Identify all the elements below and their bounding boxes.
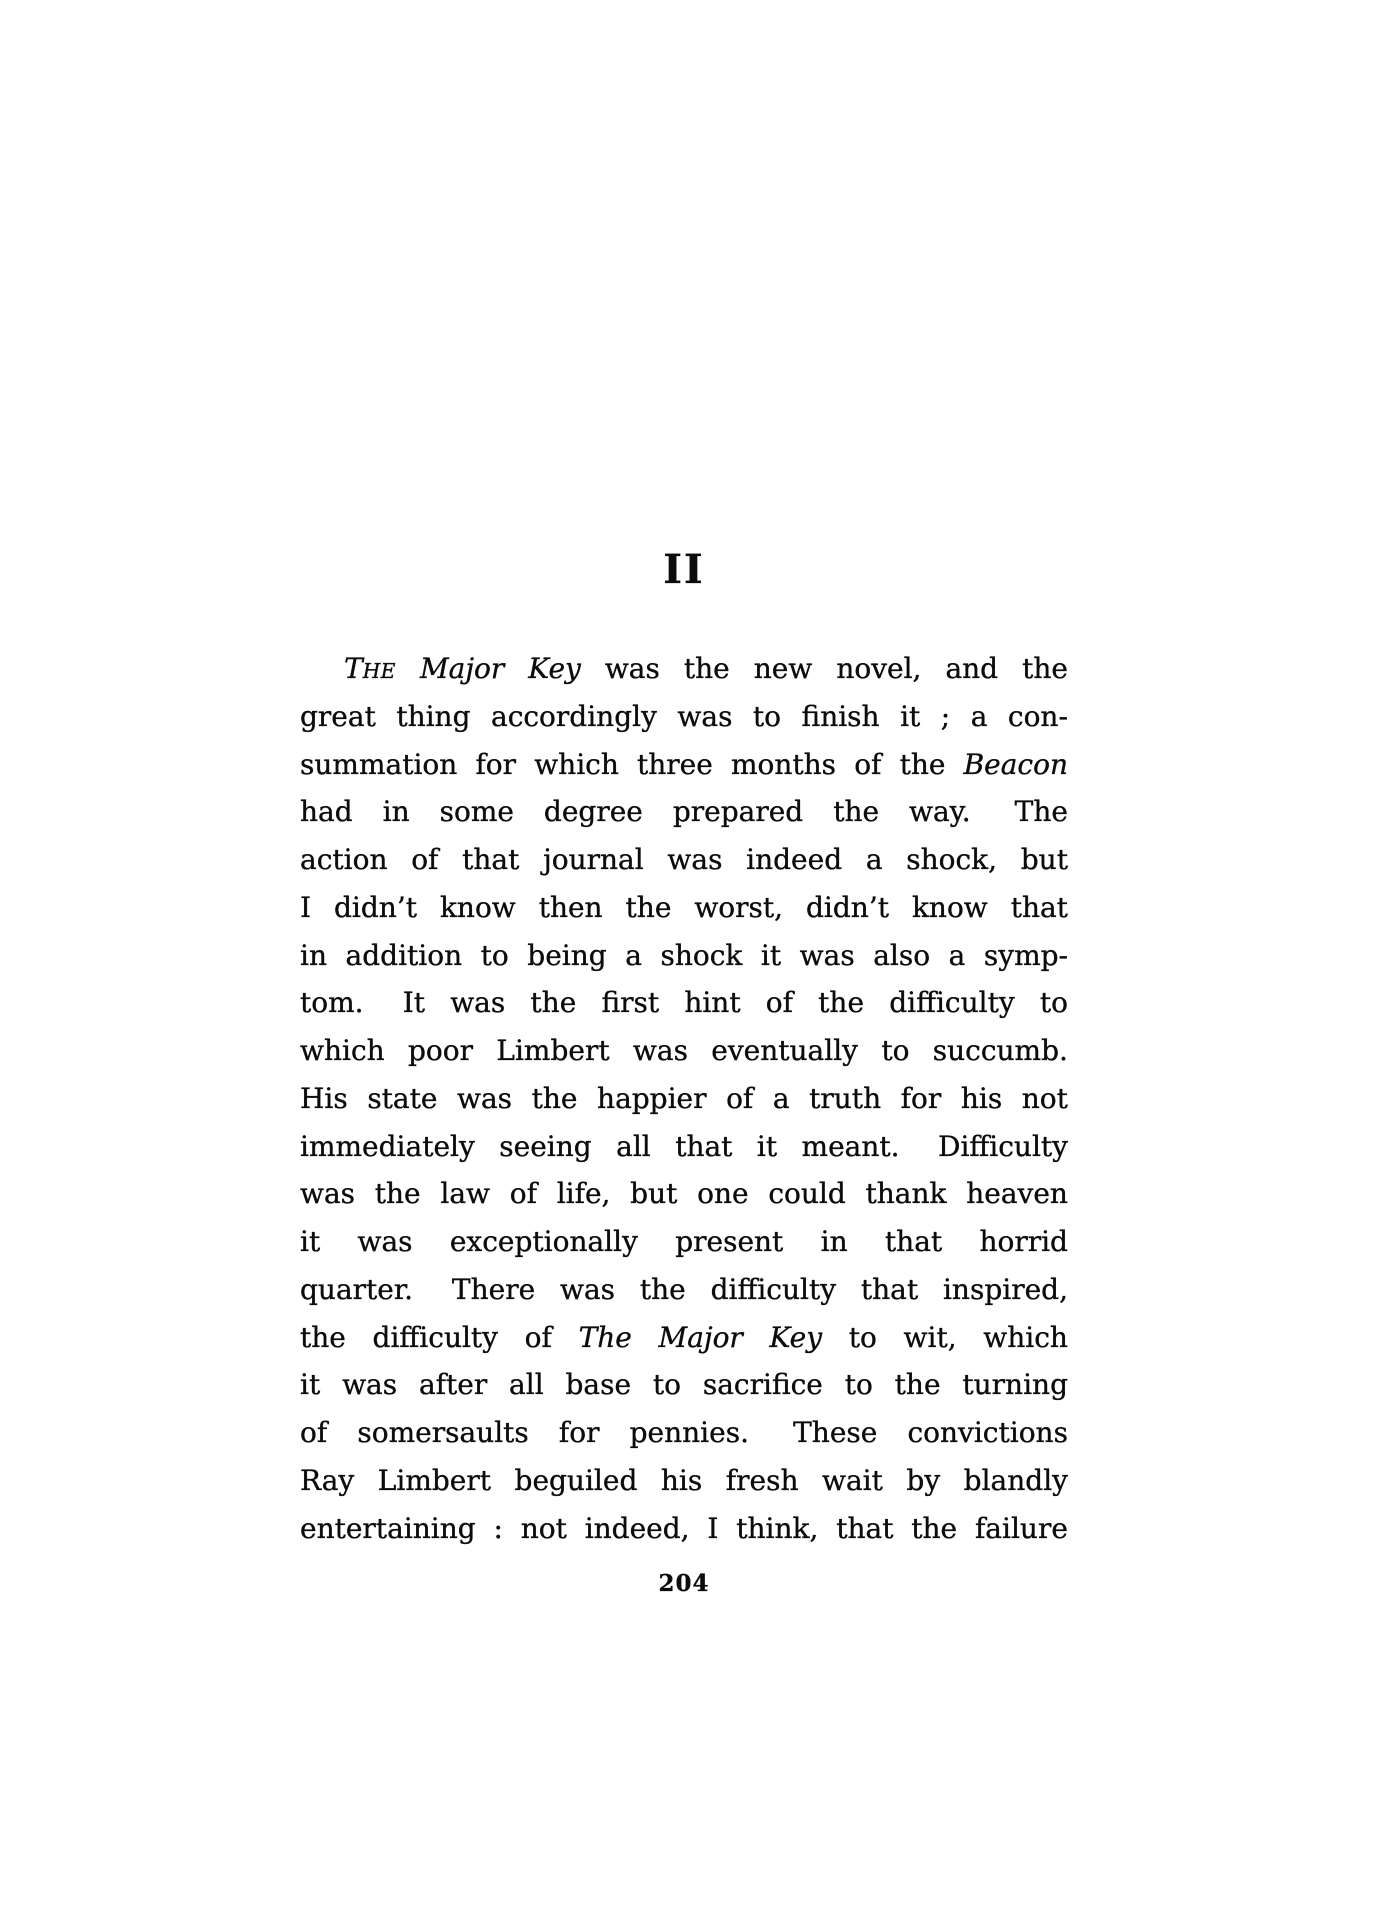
word: it [900, 699, 921, 733]
word: THE [344, 652, 396, 685]
word: then [538, 890, 603, 924]
word: was [450, 986, 506, 1020]
word: prepared [672, 795, 804, 829]
text-line [300, 748, 1068, 796]
word: in [382, 795, 410, 829]
word: Major [419, 652, 505, 685]
word: a [625, 938, 642, 972]
word: immediately [300, 1129, 475, 1163]
text-line [300, 652, 1068, 700]
word: was [799, 938, 855, 972]
chapter-heading: II [663, 546, 705, 593]
word: I [300, 890, 312, 924]
text-line [300, 1225, 1068, 1273]
word: : [493, 1511, 503, 1545]
word: happier [597, 1081, 707, 1115]
word: to [752, 699, 782, 733]
word: could [768, 1177, 846, 1211]
word: but [630, 1177, 678, 1211]
word: thank [865, 1177, 947, 1211]
word: it [300, 1225, 321, 1258]
word: it [760, 938, 782, 972]
word: had [300, 795, 353, 829]
word: to [1039, 986, 1068, 1020]
word: of [854, 747, 882, 781]
word: present [675, 1225, 784, 1258]
text-line [300, 1512, 1068, 1560]
word: Limbert [377, 1463, 491, 1497]
word: indeed [746, 843, 843, 876]
word: the [833, 795, 880, 829]
word: didn’t [806, 890, 889, 924]
word: for [900, 1081, 942, 1115]
word: of [726, 1081, 754, 1115]
text-line [300, 1416, 1068, 1464]
word: turning [962, 1368, 1068, 1402]
word: a [970, 699, 988, 733]
word: which [534, 747, 619, 781]
word: difficulty [889, 986, 1015, 1020]
word: Difficulty [938, 1129, 1068, 1163]
text-block [300, 652, 1068, 1559]
word: was [300, 1177, 356, 1211]
word: life, [556, 1177, 611, 1211]
word: action [300, 843, 388, 876]
word: new [753, 652, 813, 685]
word: tom. [300, 986, 378, 1020]
text-line [300, 843, 1068, 891]
text-line [300, 1034, 1068, 1082]
word: of [411, 843, 439, 876]
word: to [844, 1368, 873, 1402]
word: The [1014, 795, 1068, 829]
word: the [530, 986, 577, 1020]
word: all [509, 1368, 544, 1402]
word: novel, [836, 652, 922, 685]
word: first [601, 986, 660, 1020]
word: for [558, 1416, 600, 1449]
word: con- [1007, 699, 1068, 733]
word: didn’t [334, 890, 417, 924]
word: difficulty [372, 1320, 498, 1354]
word: his [960, 1081, 1003, 1115]
word: being [527, 938, 607, 972]
word: These [793, 1416, 878, 1449]
text-line [300, 700, 1068, 748]
word: not [520, 1511, 567, 1545]
word: and [945, 652, 999, 685]
word: of [300, 1416, 328, 1449]
word: heaven [966, 1177, 1068, 1211]
word: it [756, 1129, 778, 1163]
word: seeing [499, 1129, 592, 1163]
word: of [524, 1320, 552, 1354]
page-number: 204 [658, 1570, 710, 1597]
word: the [911, 1511, 958, 1545]
word: which [983, 1320, 1068, 1354]
word: poor [408, 1034, 474, 1067]
word: addition [345, 938, 463, 972]
word: entertaining [300, 1511, 476, 1545]
text-line [300, 986, 1068, 1034]
word: thing [396, 699, 471, 733]
word: that [860, 1272, 919, 1306]
word: way. [909, 795, 985, 829]
word: base [565, 1368, 632, 1402]
word: was [457, 1081, 513, 1115]
word: Key [528, 652, 581, 685]
word: was [632, 1034, 688, 1067]
word: was [560, 1272, 616, 1306]
word: the [894, 1368, 941, 1402]
word: beguiled [514, 1463, 638, 1497]
word: by [906, 1463, 941, 1497]
word: the [300, 1320, 346, 1354]
word: Beacon [963, 747, 1068, 781]
word: wait [822, 1463, 883, 1497]
word: meant. [801, 1129, 914, 1163]
word: some [439, 795, 514, 829]
word: the [625, 890, 672, 924]
word: to [480, 938, 509, 972]
word: think, [736, 1511, 819, 1545]
word: somersaults [357, 1416, 529, 1449]
word: ; [940, 699, 951, 733]
text-line [300, 1177, 1068, 1225]
text-line [300, 1368, 1068, 1416]
word: sacrifice [702, 1368, 823, 1402]
word: I [707, 1511, 719, 1545]
word: inspired, [942, 1272, 1068, 1306]
word: to [881, 1034, 910, 1067]
word: it [300, 1368, 321, 1402]
word: shock [660, 938, 743, 972]
word: wit, [903, 1320, 957, 1354]
word: truth [809, 1081, 882, 1115]
word: symp- [983, 938, 1068, 972]
word: summation [300, 747, 458, 781]
word: of [765, 986, 793, 1020]
word: eventually [711, 1034, 858, 1067]
word: succumb. [932, 1034, 1068, 1067]
word: the [531, 1081, 578, 1115]
word: indeed, [584, 1511, 690, 1545]
word: worst, [694, 890, 784, 924]
word: in [300, 938, 327, 972]
word: Ray [300, 1463, 355, 1497]
word: three [637, 747, 713, 781]
word: know [911, 890, 988, 924]
word: to [848, 1320, 877, 1354]
word: the [639, 1272, 686, 1306]
word: not [1021, 1081, 1068, 1115]
word: but [1020, 843, 1068, 876]
word: that [675, 1129, 733, 1163]
text-line [300, 1464, 1068, 1512]
word: know [439, 890, 516, 924]
word: Key [769, 1320, 823, 1354]
text-line [300, 1273, 1068, 1321]
word: to [652, 1368, 682, 1402]
word: a [772, 1081, 790, 1115]
word: shock, [906, 843, 998, 876]
word: also [873, 938, 931, 972]
word: all [616, 1129, 651, 1163]
word: The [578, 1320, 632, 1354]
word: after [418, 1368, 488, 1402]
text-line [300, 891, 1068, 939]
word: fresh [725, 1463, 799, 1497]
word: There [451, 1272, 536, 1306]
word: degree [543, 795, 643, 829]
word: convictions [907, 1416, 1068, 1449]
word: It [402, 986, 426, 1020]
word: horrid [979, 1225, 1068, 1258]
word: quarter. [300, 1272, 428, 1306]
word: of [509, 1177, 537, 1211]
word: hint [684, 986, 741, 1020]
word: which [300, 1034, 385, 1067]
word: a [865, 843, 883, 876]
word: the [1022, 652, 1068, 685]
word: was [677, 699, 733, 733]
word: that [884, 1225, 943, 1258]
word: that [462, 843, 520, 876]
word: Major [658, 1320, 743, 1354]
word: law [440, 1177, 490, 1211]
word: was [604, 652, 660, 685]
text-line [300, 795, 1068, 843]
word: His [300, 1081, 348, 1115]
word: Limbert [496, 1034, 610, 1067]
text-line [300, 939, 1068, 987]
text-line [300, 1082, 1068, 1130]
word: failure [974, 1511, 1068, 1545]
word: was [342, 1368, 398, 1402]
word: the [818, 986, 865, 1020]
word: state [367, 1081, 438, 1115]
word: the [683, 652, 730, 685]
text-line [300, 1130, 1068, 1178]
word: pennies. [629, 1416, 763, 1449]
word: months [730, 747, 837, 781]
word: exceptionally [449, 1225, 638, 1258]
word: that [836, 1511, 894, 1545]
word: blandly [963, 1463, 1068, 1497]
word: his [660, 1463, 703, 1497]
word: in [820, 1225, 848, 1258]
word: was [357, 1225, 413, 1258]
text-line [300, 1321, 1068, 1369]
word: great [300, 699, 376, 733]
word: journal [543, 843, 644, 876]
word: for [475, 747, 517, 781]
word: that [1010, 890, 1068, 924]
word: one [697, 1177, 749, 1211]
word: a [948, 938, 966, 972]
word: accordingly [491, 699, 657, 733]
word: the [899, 747, 946, 781]
word: finish [801, 699, 880, 733]
word: the [374, 1177, 421, 1211]
word: difficulty [710, 1272, 837, 1306]
word: was [667, 843, 723, 876]
